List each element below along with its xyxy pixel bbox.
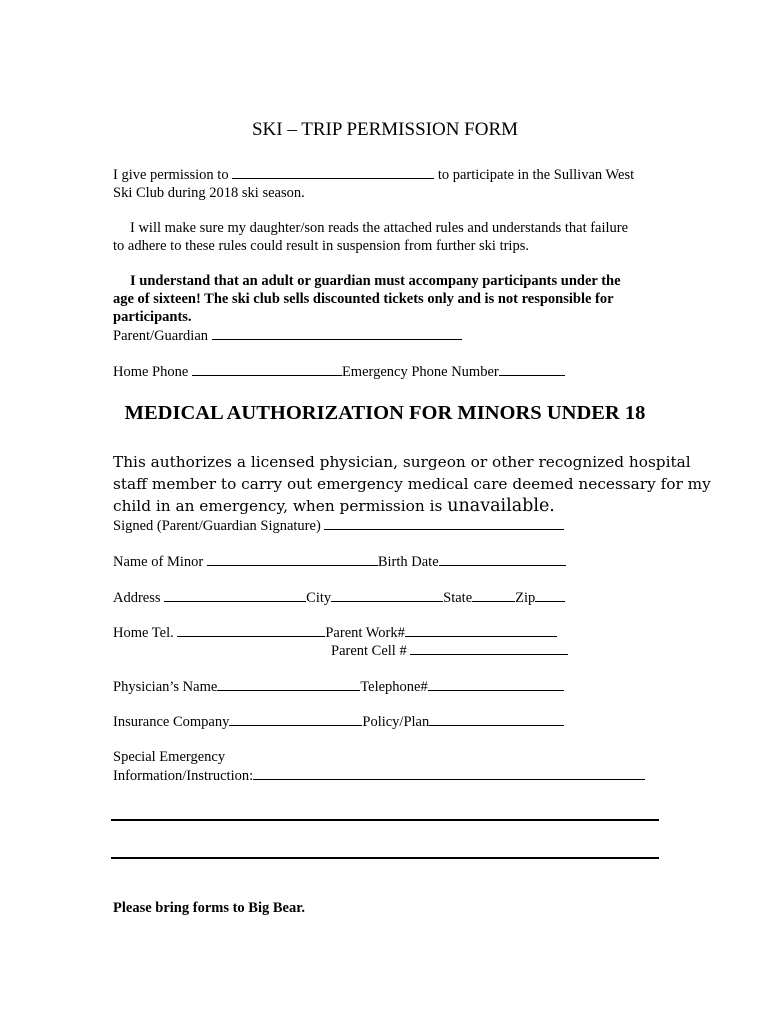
insurance-company-label: Insurance Company [113, 714, 230, 730]
parent-guardian-row [113, 326, 462, 345]
home-tel-label: Home Tel. [113, 625, 178, 641]
authorization-line1: This authorizes a licensed physician, surgeon or other recognized hospital [113, 453, 691, 471]
phone-row [113, 362, 565, 381]
medical-authorization-title: MEDICAL AUTHORIZATION FOR MINORS UNDER 18 [124, 402, 646, 424]
understand-text-line1: I understand that an adult or guardian must accompany participants under the [130, 273, 621, 289]
special-emergency-label-line1: Special Emergency [113, 749, 226, 765]
name-of-minor-label: Name of Minor [113, 554, 207, 570]
zip-label: Zip [515, 590, 536, 606]
parent-cell-blank[interactable] [410, 641, 568, 655]
parent-cell-row [331, 641, 568, 660]
insurance-company-blank[interactable] [229, 712, 362, 726]
birth-date-label: Birth Date [377, 554, 439, 570]
form-title: SKI – TRIP PERMISSION FORM [251, 119, 519, 140]
address-row [113, 588, 565, 607]
physician-name-label: Physician’s Name [113, 679, 218, 695]
physician-row [113, 677, 564, 696]
birth-date-blank[interactable] [439, 552, 566, 566]
state-blank[interactable] [472, 588, 515, 602]
special-emergency-blank[interactable] [253, 766, 645, 780]
footer-note: Please bring forms to Big Bear. [113, 900, 305, 916]
emergency-phone-label: Emergency Phone Number [341, 364, 499, 380]
name-of-minor-blank[interactable] [207, 552, 378, 566]
address-blank[interactable] [164, 588, 306, 602]
policy-plan-blank[interactable] [429, 712, 564, 726]
authorization-line3: child in an emergency, when permission is [113, 497, 448, 515]
emergency-phone-blank[interactable] [499, 362, 565, 376]
understand-text-line2: age of sixteen! The ski club sells discounted tickets only and is not responsible for [113, 291, 614, 307]
special-instructions-line-2[interactable] [111, 857, 659, 859]
zip-blank[interactable] [535, 588, 565, 602]
parent-work-blank[interactable] [405, 623, 557, 637]
city-blank[interactable] [331, 588, 443, 602]
insurance-row [113, 712, 564, 731]
policy-plan-label: Policy/Plan [362, 714, 430, 730]
rules-paragraph [113, 219, 653, 255]
understand-text-line3: participants. [113, 309, 192, 325]
authorization-line2: staff member to carry out emergency medical care deemed necessary for my [113, 475, 711, 493]
understand-paragraph [113, 272, 653, 326]
city-label: City [306, 590, 332, 606]
parent-work-label: Parent Work# [325, 625, 405, 641]
home-phone-label: Home Phone [113, 364, 192, 380]
rules-text-line1: I will make sure my daughter/son reads the attached rules and understands that failure [130, 220, 629, 236]
rules-text-line2: to adhere to these rules could result in suspension from further ski trips. [113, 238, 529, 254]
physician-name-blank[interactable] [217, 677, 360, 691]
telephone-blank[interactable] [428, 677, 564, 691]
address-label: Address [113, 590, 165, 606]
parent-cell-label: Parent Cell # [331, 643, 411, 659]
participant-name-blank[interactable] [232, 165, 434, 179]
home-phone-blank[interactable] [192, 362, 342, 376]
signed-label: Signed (Parent/Guardian Signature) [113, 518, 325, 534]
authorization-paragraph [113, 451, 711, 517]
home-tel-blank[interactable] [177, 623, 325, 637]
permission-text-pre: I give permission to [113, 167, 233, 183]
signature-blank[interactable] [324, 516, 564, 530]
signature-row [113, 516, 564, 535]
state-label: State [443, 590, 473, 606]
special-emergency-label-line2: Information/Instruction: [113, 768, 254, 784]
permission-paragraph [113, 165, 653, 202]
special-instructions-line-1[interactable] [111, 819, 659, 821]
special-emergency-row [113, 766, 645, 785]
home-tel-row [113, 623, 557, 642]
parent-guardian-blank[interactable] [212, 326, 462, 340]
authorization-unavailable: unavailable. [447, 496, 555, 516]
telephone-label: Telephone# [360, 679, 428, 695]
permission-text-post: to participate in the Sullivan West [434, 167, 635, 183]
parent-guardian-label: Parent/Guardian [113, 328, 212, 344]
minor-row [113, 552, 566, 571]
permission-text-line2: Ski Club during 2018 ski season. [113, 185, 305, 201]
